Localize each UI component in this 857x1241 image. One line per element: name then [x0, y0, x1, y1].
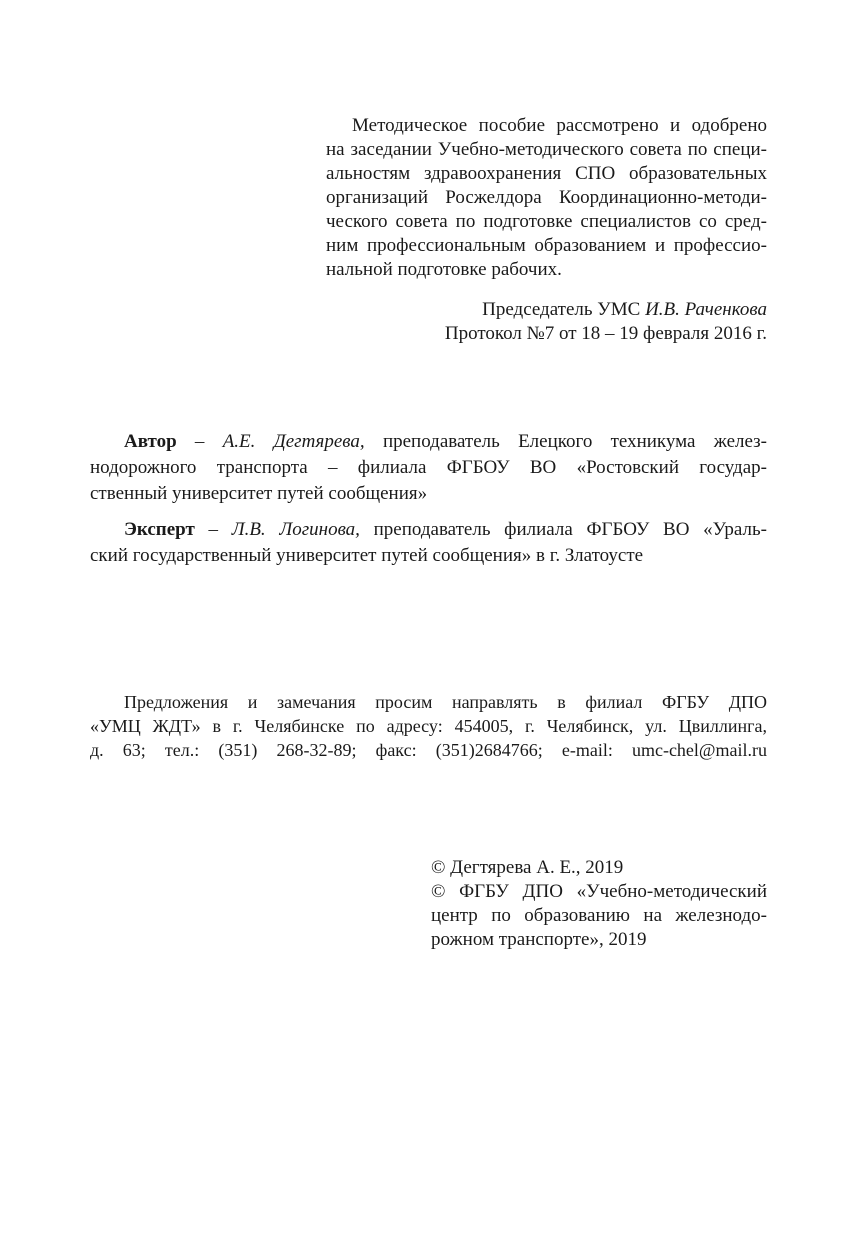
approval-line: альностям здравоохранения СПО образовательных	[326, 163, 767, 184]
author-text: преподаватель Елецкого техникума желез-	[364, 431, 768, 452]
expert-line: ский государственный университет путей сообщения» в г. Златоусте	[90, 545, 644, 566]
copyright-line: © ФГБУ ДПО «Учебно-методический	[431, 881, 767, 902]
author-line-1	[124, 430, 767, 454]
author-line: ственный университет путей сообщения»	[90, 483, 428, 504]
chairman-line	[326, 298, 767, 322]
copyright-line: © Дегтярева А. Е., 2019	[431, 857, 624, 878]
author-line: нодорожного транспорта – филиала ФГБОУ ВО «Ростовский государ-	[90, 457, 767, 478]
copyright-line: центр по образованию на железнодо-	[431, 905, 767, 926]
contacts-line: д. 63; тел.: (351) 268-32-89; факс: (351)2684766; e-mail: umc-chel@mail.ru	[90, 740, 767, 760]
contacts-line: Предложения и замечания просим направлять в филиал ФГБУ ДПО	[124, 692, 767, 712]
expert-name: Л.В. Логинова,	[231, 519, 360, 540]
approval-line: Методическое пособие рассмотрено и одобрено	[352, 115, 767, 136]
contacts-line: «УМЦ ЖДТ» в г. Челябинске по адресу: 454005, г. Челябинск, ул. Цвиллинга,	[90, 716, 767, 736]
author-name: А.Е. Дегтярева,	[222, 431, 365, 452]
expert-line-1	[124, 518, 767, 542]
chairman-name: И.В. Раченкова	[645, 299, 767, 320]
approval-line: на заседании Учебно-методического совета по специ-	[326, 139, 767, 160]
author-dash: –	[176, 431, 223, 452]
expert-dash: –	[194, 519, 232, 540]
chairman-label: Председатель УМС	[482, 299, 641, 320]
copyright-line: рожном транспорте», 2019	[431, 929, 647, 950]
approval-line: ним профессиональным образованием и профессио-	[326, 235, 767, 256]
author-role: Автор	[124, 431, 177, 452]
expert-role: Эксперт	[124, 519, 195, 540]
expert-text: преподаватель филиала ФГБОУ ВО «Ураль-	[359, 519, 767, 540]
approval-line: организаций Росжелдора Координационно-методи-	[326, 187, 767, 208]
approval-line: нальной подготовке рабочих.	[326, 259, 562, 280]
approval-line: ческого совета по подготовке специалистов со сред-	[326, 211, 767, 232]
protocol-line: Протокол №7 от 18 – 19 февраля 2016 г.	[444, 323, 767, 344]
